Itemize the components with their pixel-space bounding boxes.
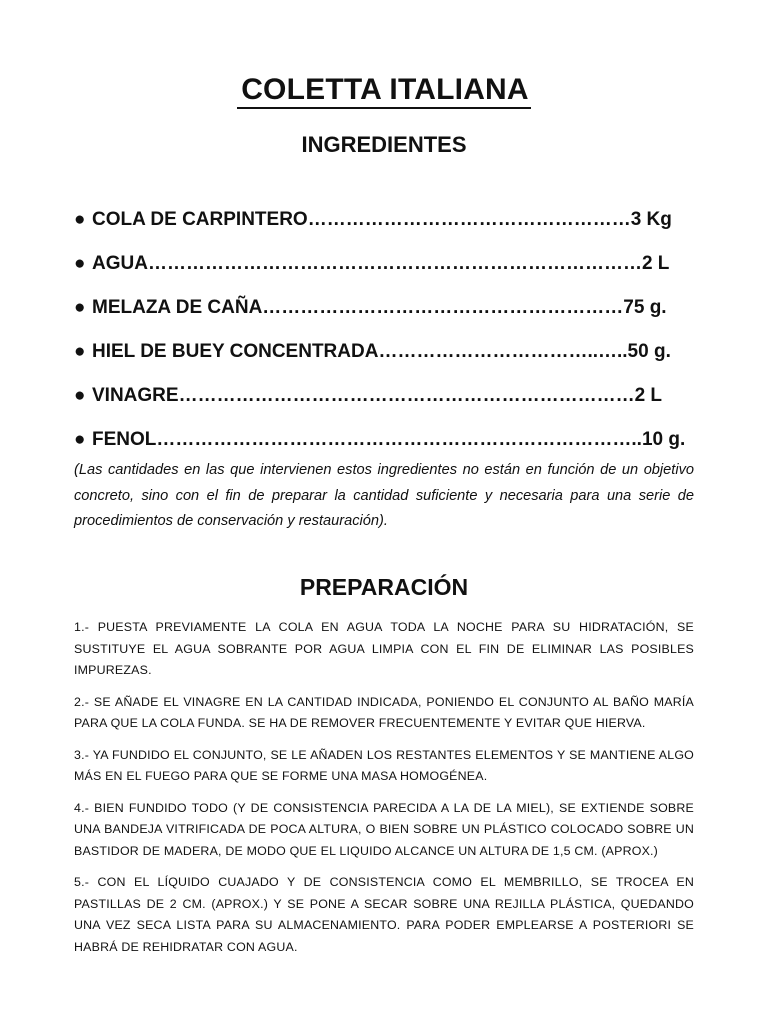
ingredient-item bbox=[74, 286, 694, 330]
ingredient-text: HIEL DE BUEY CONCENTRADA……………………………..…..50 g. bbox=[92, 341, 671, 362]
quantities-note: (Las cantidades en las que intervienen estos ingredientes no están en función de un objetivo concreto, sino con el fin de preparar la cantidad suficiente y necesaria para una serie de procedimientos de conservación y restauración). bbox=[74, 462, 694, 529]
preparation-step: 5.- CON EL LÍQUIDO CUAJADO Y DE CONSISTENCIA COMO EL MEMBRILLO, SE TROCEA EN PASTILLAS DE 2 CM. (APROX.) Y SE PONE A SECAR SOBRE UNA REJILLA PLÁSTICA, QUEDANDO UNA VEZ SECA LISTA PARA SU ALMACENAMIENTO. PARA PODER EMPLEARSE A POSTERIORI SE HABRÁ DE REHIDRATAR CON AGUA. bbox=[74, 875, 694, 954]
bullet-icon: ● bbox=[74, 429, 86, 450]
preparation-steps bbox=[74, 617, 694, 968]
document-title-text: COLETTA ITALIANA bbox=[237, 73, 531, 109]
ingredient-text: AGUA……………………………………………………………………2 L bbox=[92, 253, 670, 274]
preparation-step: 2.- SE AÑADE EL VINAGRE EN LA CANTIDAD INDICADA, PONIENDO EL CONJUNTO AL BAÑO MARÍA PARA QUE LA COLA FUNDA. SE HA DE REMOVER FRECUENTEMENTE Y EVITAR QUE HIERVA. bbox=[74, 694, 694, 730]
ingredient-text: MELAZA DE CAÑA…………………………………………………75 g. bbox=[92, 297, 667, 318]
ingredient-item bbox=[74, 330, 694, 374]
ingredient-item bbox=[74, 242, 694, 286]
bullet-icon: ● bbox=[74, 209, 86, 230]
document-title bbox=[0, 70, 768, 110]
preparation-step: 4.- BIEN FUNDIDO TODO (Y DE CONSISTENCIA PARECIDA A LA DE LA MIEL), SE EXTIENDE SOBRE UNA BANDEJA VITRIFICADA DE POCA ALTURA, O BIEN SOBRE UN PLÁSTICO COLOCADO SOBRE UN BASTIDOR DE MADERA, DE MODO QUE EL LIQUIDO ALCANCE UN ALTURA DE 1,5 CM. (APROX.) bbox=[74, 800, 694, 858]
ingredients-list bbox=[74, 198, 694, 462]
bullet-icon: ● bbox=[74, 385, 86, 406]
preparation-heading: PREPARACIÓN bbox=[299, 574, 469, 600]
ingredient-text: FENOL…………………………………………………………………..10 g. bbox=[92, 429, 686, 450]
ingredient-text: VINAGRE………………………………………………………………2 L bbox=[92, 385, 663, 406]
ingredient-item bbox=[74, 374, 694, 418]
ingredient-item bbox=[74, 198, 694, 242]
ingredient-text: COLA DE CARPINTERO……………………………………………3 Kg bbox=[92, 209, 672, 230]
preparation-step: 1.- PUESTA PREVIAMENTE LA COLA EN AGUA TODA LA NOCHE PARA SU HIDRATACIÓN, SE SUSTITUYE EL AGUA SOBRANTE POR AGUA LIMPIA CON EL FIN DE ELIMINAR LAS POSIBLES IMPUREZAS. bbox=[74, 620, 694, 677]
bullet-icon: ● bbox=[74, 253, 86, 274]
ingredients-heading: INGREDIENTES bbox=[301, 132, 467, 157]
bullet-icon: ● bbox=[74, 341, 86, 362]
bullet-icon: ● bbox=[74, 297, 86, 318]
preparation-step: 3.- YA FUNDIDO EL CONJUNTO, SE LE AÑADEN LOS RESTANTES ELEMENTOS Y SE MANTIENE ALGO MÁS EN EL FUEGO PARA QUE SE FORME UNA MASA HOMOGÉNEA. bbox=[74, 747, 694, 783]
ingredient-item bbox=[74, 418, 694, 462]
